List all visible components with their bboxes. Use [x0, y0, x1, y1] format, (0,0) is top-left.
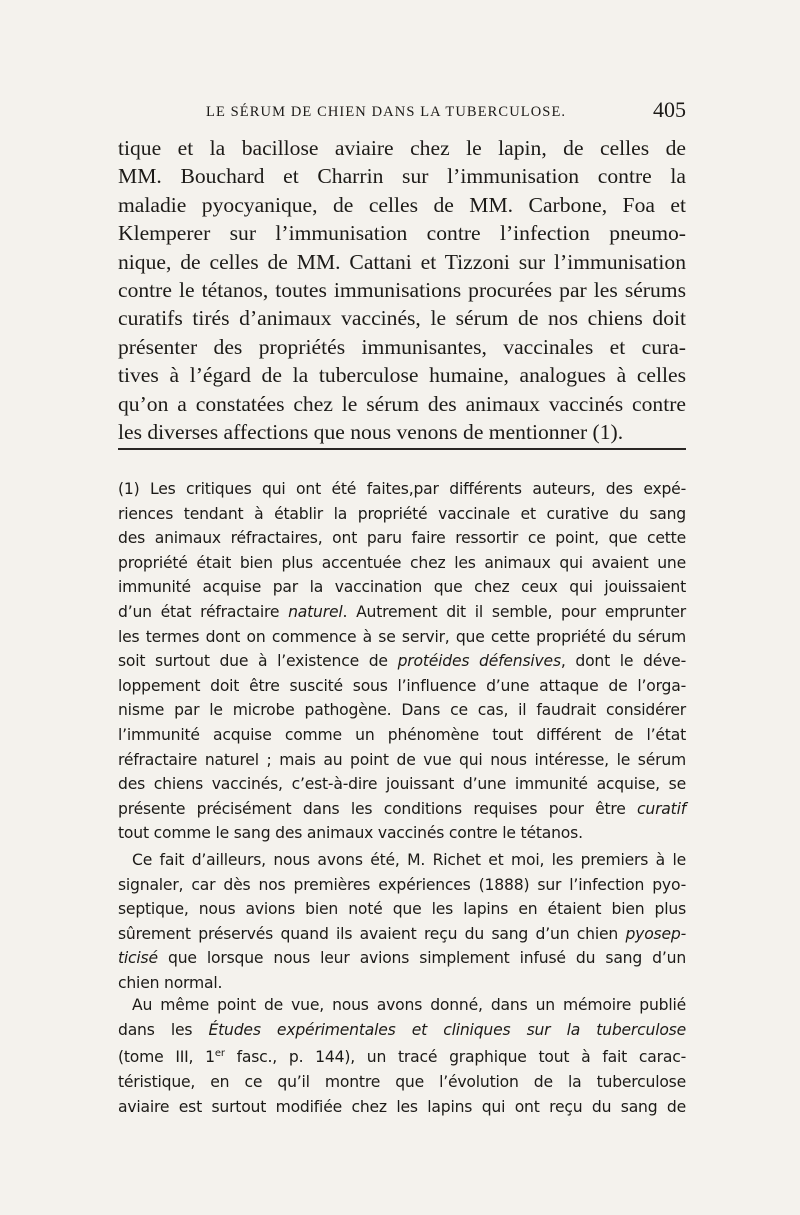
footnote-line: (1) Les critiques qui ont été faites,par différents auteurs, des expé-: [118, 480, 686, 498]
footnote-paragraph-2: [118, 848, 686, 996]
footnote-line: [118, 600, 686, 625]
text-run: . Autrement dit il semble, pour emprunter: [342, 602, 686, 621]
text-line: tives à l’égard de la tuberculose humaine, analogues à celles: [118, 363, 686, 388]
italic-run: curatif: [637, 799, 686, 818]
footnote-line: Au même point de vue, nous avons donné, dans un mémoire publié: [132, 996, 686, 1014]
footnote-line: l’immunité acquise comme un phénomène tout différent de l’état: [118, 725, 686, 744]
superscript-run: er: [214, 1048, 225, 1060]
footnote-line: aviaire est surtout modifiée chez les lapins qui ont reçu du sang de: [118, 1097, 686, 1116]
text-run: fasc., p. 144), un tracé graphique tout à fait carac-: [224, 1048, 686, 1067]
text-run: d’un état réfractaire: [118, 602, 289, 621]
text-line: qu’on a constatées chez le sérum des animaux vaccinés contre: [118, 391, 686, 416]
footnote-line: riences tendant à établir la propriété vaccinale et curative du sang: [118, 504, 686, 523]
footnote-paragraph-1: [118, 477, 686, 846]
text-run: présente précisément dans les conditions requises pour être: [118, 799, 638, 818]
page-number: 405: [653, 97, 686, 122]
footnote-line: nisme par le microbe pathogène. Dans ce cas, il faudrait considérer: [118, 701, 686, 720]
text-run: (tome III, 1: [118, 1048, 215, 1067]
main-paragraph: [118, 134, 686, 446]
text-line: tique et la bacillose aviaire chez le lapin, de celles de: [118, 136, 686, 160]
text-line: présenter des propriétés immunisantes, vaccinales et cura-: [118, 334, 686, 359]
footnote-line: chien normal.: [118, 973, 223, 992]
footnote-line: immunité acquise par la vaccination que chez ceux qui jouissaient: [118, 578, 686, 597]
footnote-line: réfractaire naturel ; mais au point de vue qui nous intéresse, le sérum: [118, 750, 686, 769]
footnote-line: [118, 1018, 686, 1043]
footnote-line: [118, 649, 686, 674]
footnote-line: des animaux réfractaires, ont paru faire ressortir ce point, que cette: [118, 529, 686, 548]
footnote-separator: [118, 448, 686, 450]
italic-run: protéides défensives: [397, 652, 561, 671]
text-line: curatifs tirés d’animaux vaccinés, le sérum de nos chiens doit: [118, 306, 686, 331]
footnote-line: [118, 797, 686, 822]
text-line: nique, de celles de MM. Cattani et Tizzoni sur l’immunisation: [118, 249, 686, 274]
text-line: maladie pyocyanique, de celles de MM. Carbone, Foa et: [118, 192, 686, 217]
text-run: que lorsque nous leur avions simplement infusé du sang d’un: [157, 949, 686, 968]
footnote-line: téristique, en ce qu’il montre que l’évolution de la tuberculose: [118, 1072, 686, 1091]
text-run: , dont le déve-: [560, 652, 686, 671]
page-header: [118, 96, 686, 126]
text-run: sûrement préservés quand ils avaient reçu du sang d’un chien: [118, 924, 626, 943]
text-run: dans les: [118, 1020, 209, 1039]
text-line: Klemperer sur l’immunisation contre l’infection pneumo-: [118, 221, 686, 246]
footnote-line: septique, nous avions bien noté que les lapins en étaient bien plus: [118, 900, 686, 919]
footnote-line: [118, 922, 686, 947]
italic-run: pyosep-: [625, 924, 686, 943]
footnote-line: des chiens vaccinés, c’est-à-dire jouissant d’une immunité acquise, se: [118, 775, 686, 794]
footnote-line: loppement doit être suscité sous l’influence d’une attaque de l’orga-: [118, 676, 686, 695]
footnote-paragraph-3: [118, 993, 686, 1119]
footnote-line: les termes dont on commence à se servir, que cette propriété du sérum: [118, 627, 686, 646]
italic-run: Études expérimentales et cliniques sur la tuberculose: [208, 1020, 686, 1039]
footnote-line: Ce fait d’ailleurs, nous avons été, M. Richet et moi, les premiers à le: [132, 851, 686, 869]
italic-run: ticisé: [118, 949, 158, 968]
text-line: contre le tétanos, toutes immunisations procurées par les sérums: [118, 278, 686, 303]
footnote-line: [118, 946, 686, 971]
footnote-line: [118, 1042, 686, 1070]
footnote-line: signaler, car dès nos premières expériences (1888) sur l’infection pyo-: [118, 875, 686, 894]
italic-run: naturel: [288, 602, 343, 621]
text-line: MM. Bouchard et Charrin sur l’immunisation contre la: [118, 164, 686, 189]
text-run: soit surtout due à l’existence de: [118, 652, 398, 671]
text-line: les diverses affections que nous venons de mentionner (1).: [118, 420, 624, 445]
footnote-line: propriété était bien plus accentuée chez les animaux qui avaient une: [118, 553, 686, 572]
footnote-line: tout comme le sang des animaux vaccinés contre le tétanos.: [118, 824, 583, 843]
running-title: LE SÉRUM DE CHIEN DANS LA TUBERCULOSE.: [206, 104, 567, 120]
